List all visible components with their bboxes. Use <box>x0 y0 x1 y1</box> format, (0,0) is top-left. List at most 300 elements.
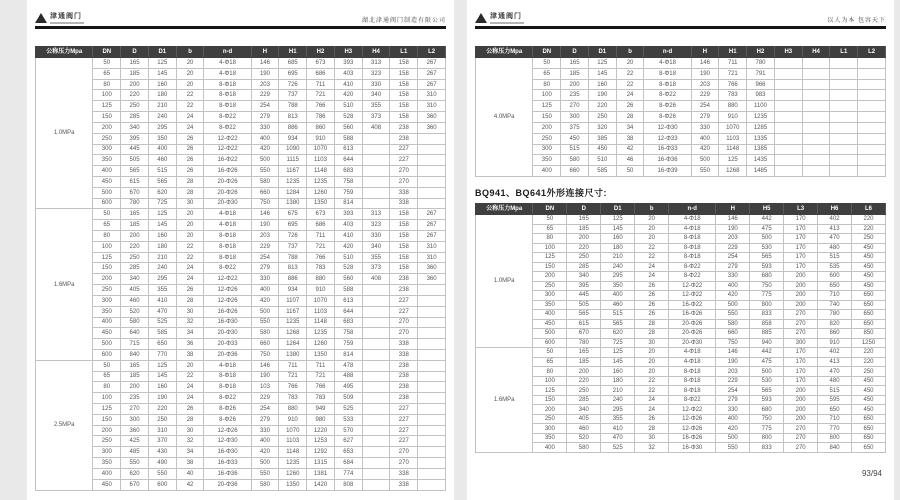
column-header: L2 <box>858 47 886 58</box>
data-cell: 650 <box>852 300 886 310</box>
data-cell: 100 <box>93 393 121 404</box>
data-cell: 340 <box>362 241 390 252</box>
data-cell: 470 <box>818 234 852 244</box>
data-cell: 8-Φ22 <box>204 112 251 123</box>
data-cell: 725 <box>148 198 176 209</box>
data-cell: 250 <box>533 133 561 144</box>
data-cell: 20 <box>635 348 669 358</box>
data-cell: 588 <box>334 285 362 296</box>
data-cell: 158 <box>390 241 418 252</box>
data-cell: 20 <box>176 220 204 231</box>
data-cell <box>774 122 802 133</box>
data-cell: 450 <box>852 376 886 386</box>
data-cell: 220 <box>852 224 886 234</box>
table-row <box>36 382 446 393</box>
data-cell <box>774 79 802 90</box>
data-cell: 200 <box>121 382 149 393</box>
data-cell: 26 <box>176 285 204 296</box>
data-cell <box>362 339 390 350</box>
data-cell: 180 <box>148 90 176 101</box>
data-cell: 238 <box>390 360 418 371</box>
data-cell: 227 <box>390 425 418 436</box>
data-cell: 250 <box>567 253 601 263</box>
data-cell: 949 <box>307 404 335 415</box>
data-cell: 1264 <box>279 339 307 350</box>
data-cell: 880 <box>279 404 307 415</box>
data-cell: 4-Φ18 <box>204 209 251 220</box>
data-cell: 410 <box>334 79 362 90</box>
data-cell: 8-Φ18 <box>669 386 716 396</box>
data-cell: 500 <box>251 306 279 317</box>
data-cell: 1381 <box>307 468 335 479</box>
data-cell: 238 <box>390 382 418 393</box>
data-cell: 22 <box>635 243 669 253</box>
data-cell <box>418 166 446 177</box>
data-cell: 20 <box>635 357 669 367</box>
data-cell: 100 <box>533 90 561 101</box>
data-cell: 16-Φ30 <box>669 443 716 453</box>
table-row <box>476 424 886 434</box>
data-cell: 711 <box>307 360 335 371</box>
data-cell: 200 <box>121 231 149 242</box>
data-cell: 158 <box>390 209 418 220</box>
data-cell: 430 <box>148 447 176 458</box>
column-header: L6 <box>852 204 886 215</box>
data-cell: 300 <box>121 414 149 425</box>
data-cell: 185 <box>567 357 601 367</box>
table-row <box>476 281 886 291</box>
data-cell: 300 <box>533 291 567 301</box>
data-cell: 710 <box>818 291 852 301</box>
data-cell <box>774 112 802 123</box>
data-cell: 150 <box>533 112 561 123</box>
data-cell <box>774 101 802 112</box>
data-cell <box>802 58 830 69</box>
data-cell: 24 <box>176 382 204 393</box>
data-cell: 80 <box>533 367 567 377</box>
table-row <box>476 243 886 253</box>
data-cell: 310 <box>418 101 446 112</box>
data-cell: 500 <box>93 339 121 350</box>
data-cell <box>418 382 446 393</box>
data-cell: 190 <box>251 371 279 382</box>
data-cell: 16-Φ26 <box>669 310 716 320</box>
data-cell: 1268 <box>279 328 307 339</box>
table-row <box>36 252 446 263</box>
data-cell: 405 <box>121 285 149 296</box>
data-cell: 1148 <box>279 447 307 458</box>
data-cell: 270 <box>390 458 418 469</box>
data-cell: 758 <box>334 328 362 339</box>
data-cell <box>362 306 390 317</box>
data-cell: 146 <box>716 215 750 225</box>
data-cell: 400 <box>251 436 279 447</box>
data-cell <box>858 166 886 177</box>
data-cell: 373 <box>362 112 390 123</box>
data-cell: 146 <box>716 348 750 358</box>
data-cell: 660 <box>251 187 279 198</box>
data-cell: 165 <box>561 58 589 69</box>
table-row <box>36 231 446 242</box>
data-cell: 203 <box>251 231 279 242</box>
data-cell: 203 <box>251 79 279 90</box>
data-cell: 145 <box>148 68 176 79</box>
data-cell: 24 <box>176 263 204 274</box>
data-cell: 783 <box>719 90 747 101</box>
column-header: H <box>691 47 719 58</box>
data-cell: 400 <box>93 317 121 328</box>
data-cell: 1268 <box>719 166 747 177</box>
data-cell: 600 <box>93 349 121 360</box>
data-cell: 410 <box>334 231 362 242</box>
data-cell: 840 <box>818 443 852 453</box>
data-cell: 766 <box>307 101 335 112</box>
data-cell: 8-Φ26 <box>204 404 251 415</box>
company-slogan: 以人为本 包容天下 <box>827 18 886 24</box>
data-cell: 360 <box>418 263 446 274</box>
data-cell: 30 <box>635 338 669 348</box>
table-row <box>36 414 446 425</box>
data-cell: 229 <box>716 376 750 386</box>
data-cell <box>830 90 858 101</box>
data-cell <box>362 166 390 177</box>
data-cell: 170 <box>784 376 818 386</box>
data-cell: 330 <box>362 79 390 90</box>
data-cell: 8-Φ18 <box>204 90 251 101</box>
data-cell: 330 <box>716 405 750 415</box>
data-cell: 160 <box>148 231 176 242</box>
data-cell: 8-Φ18 <box>669 253 716 263</box>
data-cell: 279 <box>251 414 279 425</box>
data-cell: 150 <box>533 262 567 272</box>
data-cell: 34 <box>176 328 204 339</box>
data-cell: 300 <box>533 424 567 434</box>
data-cell: 185 <box>121 68 149 79</box>
data-cell: 759 <box>334 187 362 198</box>
data-cell: 420 <box>334 241 362 252</box>
data-cell: 28 <box>176 295 204 306</box>
data-cell: 535 <box>818 262 852 272</box>
data-cell: 145 <box>601 357 635 367</box>
data-cell <box>802 79 830 90</box>
data-cell: 1090 <box>279 144 307 155</box>
data-cell: 125 <box>93 101 121 112</box>
data-cell: 20 <box>176 58 204 69</box>
data-cell: 680 <box>750 405 784 415</box>
data-cell: 4-Φ18 <box>204 220 251 231</box>
data-cell: 285 <box>567 395 601 405</box>
data-cell: 65 <box>533 68 561 79</box>
data-cell: 710 <box>818 414 852 424</box>
data-cell: 721 <box>307 90 335 101</box>
data-cell <box>802 112 830 123</box>
data-cell: 500 <box>93 187 121 198</box>
data-cell: 295 <box>148 122 176 133</box>
data-cell: 725 <box>601 338 635 348</box>
header-rule <box>475 26 886 29</box>
data-cell: 26 <box>635 291 669 301</box>
table-row <box>476 155 886 166</box>
data-cell: 103 <box>251 382 279 393</box>
company-logo <box>35 11 84 24</box>
data-cell: 310 <box>418 90 446 101</box>
data-cell: 750 <box>750 281 784 291</box>
data-cell: 20 <box>176 231 204 242</box>
data-cell: 227 <box>390 155 418 166</box>
data-cell: 200 <box>784 386 818 396</box>
data-cell: 685 <box>279 58 307 69</box>
data-cell: 650 <box>852 424 886 434</box>
data-cell: 200 <box>121 79 149 90</box>
data-cell: 408 <box>362 274 390 285</box>
data-cell: 450 <box>852 272 886 282</box>
data-cell: 550 <box>691 166 719 177</box>
data-cell: 338 <box>390 479 418 490</box>
data-cell: 270 <box>390 447 418 458</box>
column-header: b <box>635 204 669 215</box>
table-row <box>476 101 886 112</box>
data-cell: 425 <box>121 436 149 447</box>
data-cell: 310 <box>148 425 176 436</box>
data-cell: 650 <box>852 291 886 301</box>
column-header: H3 <box>774 47 802 58</box>
table-row <box>36 166 446 177</box>
data-cell: 235 <box>561 90 589 101</box>
data-cell: 1070 <box>279 425 307 436</box>
table-row <box>36 436 446 447</box>
table-row <box>36 144 446 155</box>
table-row <box>36 371 446 382</box>
data-cell: 442 <box>750 348 784 358</box>
data-cell: 350 <box>148 133 176 144</box>
data-cell: 8-Φ26 <box>644 101 691 112</box>
data-cell: 180 <box>601 376 635 386</box>
data-cell <box>362 468 390 479</box>
data-cell: 200 <box>567 234 601 244</box>
data-cell: 400 <box>716 414 750 424</box>
data-cell: 227 <box>390 306 418 317</box>
table-row <box>476 310 886 320</box>
data-cell: 650 <box>852 443 886 453</box>
data-cell: 267 <box>418 209 446 220</box>
data-cell: 533 <box>334 414 362 425</box>
data-cell: 4-Φ18 <box>669 215 716 225</box>
data-cell: 100 <box>533 243 567 253</box>
data-cell: 80 <box>93 382 121 393</box>
table-row <box>36 122 446 133</box>
data-cell: 770 <box>818 424 852 434</box>
data-cell: 220 <box>588 101 616 112</box>
data-cell: 26 <box>176 133 204 144</box>
data-cell: 158 <box>390 252 418 263</box>
data-cell: 814 <box>334 349 362 360</box>
data-cell: 490 <box>148 458 176 469</box>
company-name: 湖北津通阀门制造有限公司 <box>361 18 446 24</box>
data-cell: 1380 <box>279 198 307 209</box>
column-header: n-d <box>204 47 251 58</box>
data-cell <box>362 133 390 144</box>
data-cell: 160 <box>601 234 635 244</box>
company-logo <box>475 11 524 24</box>
table-row <box>36 101 446 112</box>
data-cell: 24 <box>635 395 669 405</box>
table-row <box>36 90 446 101</box>
data-cell: 650 <box>818 281 852 291</box>
data-cell: 16-Φ33 <box>644 144 691 155</box>
data-cell: 250 <box>533 414 567 424</box>
data-cell: 460 <box>601 300 635 310</box>
data-cell <box>418 295 446 306</box>
data-cell: 24 <box>635 272 669 282</box>
data-cell: 355 <box>362 252 390 263</box>
data-cell: 267 <box>418 79 446 90</box>
data-cell <box>362 360 390 371</box>
data-cell: 510 <box>588 155 616 166</box>
data-cell: 313 <box>362 209 390 220</box>
column-header: D1 <box>148 47 176 58</box>
data-cell: 32 <box>176 317 204 328</box>
data-cell: 200 <box>533 122 561 133</box>
data-cell: 210 <box>601 253 635 263</box>
data-cell: 420 <box>716 291 750 301</box>
data-cell: 65 <box>93 371 121 382</box>
table-row <box>476 357 886 367</box>
data-cell: 1103 <box>719 133 747 144</box>
table-row <box>476 224 886 234</box>
data-cell: 285 <box>567 262 601 272</box>
data-cell: 158 <box>390 101 418 112</box>
data-cell: 235 <box>121 393 149 404</box>
data-cell: 1260 <box>307 339 335 350</box>
data-cell: 653 <box>334 447 362 458</box>
data-cell: 28 <box>176 414 204 425</box>
data-cell: 505 <box>567 300 601 310</box>
data-cell: 515 <box>561 144 589 155</box>
data-cell: 270 <box>784 329 818 339</box>
data-cell: 28 <box>635 424 669 434</box>
data-cell: 400 <box>601 291 635 301</box>
data-cell: 480 <box>818 243 852 253</box>
data-cell <box>802 166 830 177</box>
table-row <box>36 458 446 469</box>
table-row <box>36 349 446 360</box>
data-cell: 620 <box>121 468 149 479</box>
data-cell: 1148 <box>307 166 335 177</box>
table-row <box>476 319 886 329</box>
data-cell <box>418 198 446 209</box>
table-row <box>476 329 886 339</box>
data-cell: 808 <box>334 479 362 490</box>
data-cell: 185 <box>121 220 149 231</box>
data-cell: 860 <box>307 122 335 133</box>
data-cell <box>362 285 390 296</box>
data-cell: 300 <box>561 112 589 123</box>
data-cell <box>362 349 390 360</box>
data-cell: 200 <box>784 291 818 301</box>
data-cell: 26 <box>635 300 669 310</box>
table-row <box>36 295 446 306</box>
table-row <box>36 274 446 285</box>
data-cell: 158 <box>390 220 418 231</box>
data-cell: 270 <box>784 443 818 453</box>
data-cell: 400 <box>533 443 567 453</box>
data-cell: 783 <box>307 393 335 404</box>
data-cell: 711 <box>719 58 747 69</box>
data-cell: 775 <box>750 291 784 301</box>
data-cell: 295 <box>601 405 635 415</box>
data-cell: 20-Φ30 <box>669 338 716 348</box>
data-cell: 146 <box>251 58 279 69</box>
data-cell: 500 <box>251 155 279 166</box>
data-cell: 38 <box>176 458 204 469</box>
data-cell <box>802 133 830 144</box>
data-cell: 450 <box>852 405 886 415</box>
data-cell: 400 <box>716 281 750 291</box>
data-cell: 410 <box>148 295 176 306</box>
data-cell <box>418 328 446 339</box>
data-cell: 505 <box>121 155 149 166</box>
data-cell: 270 <box>390 328 418 339</box>
column-header: H6 <box>818 204 852 215</box>
data-cell: 480 <box>818 376 852 386</box>
dimension-table-bq941-bq641 <box>475 203 886 453</box>
data-cell: 220 <box>567 376 601 386</box>
data-cell: 910 <box>719 112 747 123</box>
data-cell <box>774 90 802 101</box>
data-cell: 475 <box>750 357 784 367</box>
data-cell: 450 <box>93 479 121 490</box>
data-cell: 595 <box>818 395 852 405</box>
data-cell: 22 <box>176 241 204 252</box>
data-cell: 50 <box>93 360 121 371</box>
data-cell: 229 <box>251 393 279 404</box>
data-cell: 1103 <box>307 306 335 317</box>
data-cell: 160 <box>588 79 616 90</box>
data-cell: 833 <box>750 443 784 453</box>
data-cell: 22 <box>176 371 204 382</box>
data-cell <box>830 166 858 177</box>
column-header: DN <box>533 47 561 58</box>
table-row <box>36 241 446 252</box>
data-cell: 495 <box>334 382 362 393</box>
data-cell: 510 <box>334 101 362 112</box>
data-cell: 279 <box>691 112 719 123</box>
data-cell: 8-Φ18 <box>204 382 251 393</box>
data-cell: 125 <box>533 101 561 112</box>
data-cell: 750 <box>251 198 279 209</box>
data-cell: 360 <box>418 274 446 285</box>
data-cell <box>802 144 830 155</box>
data-cell: 50 <box>533 348 567 358</box>
data-cell: 285 <box>121 263 149 274</box>
data-cell: 403 <box>334 220 362 231</box>
data-cell: 200 <box>561 79 589 90</box>
data-cell: 1260 <box>279 468 307 479</box>
data-cell: 350 <box>533 433 567 443</box>
data-cell: 8-Φ26 <box>644 112 691 123</box>
data-cell: 158 <box>390 90 418 101</box>
data-cell: 1235 <box>747 112 775 123</box>
data-cell <box>858 144 886 155</box>
data-cell: 721 <box>279 371 307 382</box>
data-cell: 8-Φ18 <box>669 243 716 253</box>
data-cell: 16-Φ26 <box>204 166 251 177</box>
data-cell <box>774 68 802 79</box>
data-cell: 450 <box>852 262 886 272</box>
data-cell: 20 <box>176 68 204 79</box>
table-row <box>476 122 886 133</box>
data-cell: 450 <box>588 144 616 155</box>
